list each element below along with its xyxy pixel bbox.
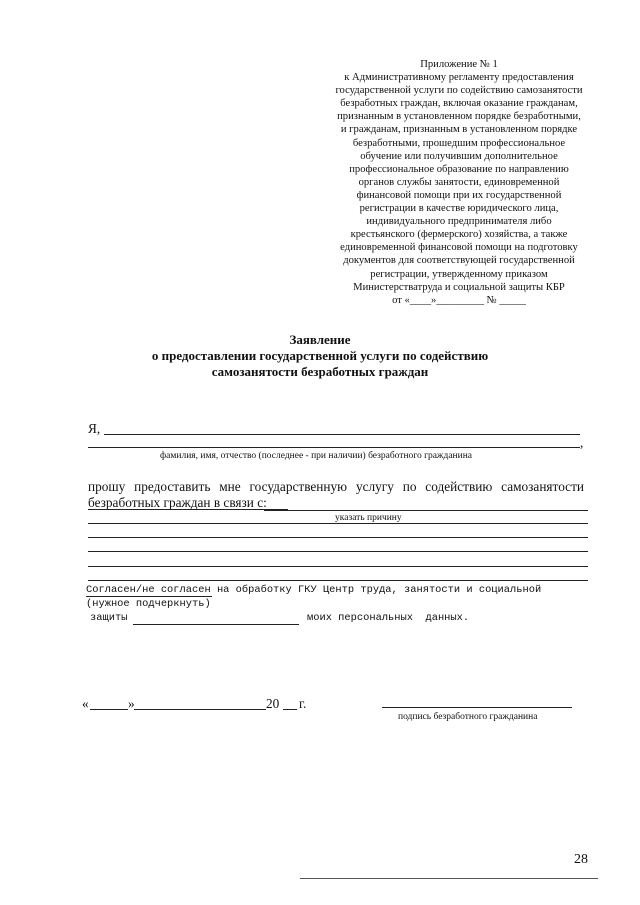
request-line-2: безработных граждан в связи с:	[88, 495, 267, 510]
appendix-line: государственной услуги по содействию самозанятости	[335, 85, 583, 97]
appendix-line: и гражданам, признанным в установленном порядке	[340, 124, 578, 136]
reason-caption: указать причину	[335, 513, 402, 523]
page-bottom-rule	[300, 878, 598, 879]
date-day-line[interactable]	[90, 709, 128, 710]
title-heading: Заявление	[289, 332, 351, 347]
request-underline	[88, 509, 288, 510]
appendix-header	[318, 58, 600, 307]
consent-hint: (нужное подчеркнуть)	[86, 598, 211, 610]
protect-label: защиты	[90, 612, 128, 624]
appendix-line: Министерстватруда и социальной защиты КБР	[353, 281, 565, 293]
signature-line[interactable]	[382, 707, 572, 708]
consent-underline	[86, 596, 212, 597]
appendix-line: единовременной финансовой помощи на подготовку	[340, 242, 578, 254]
appendix-line: документов для соответствующей государственной	[343, 255, 575, 267]
request-line-1: прошу предоставить мне государственную услугу по содействию самозанятости	[88, 479, 584, 494]
appendix-line: регистрации, утвержденному приказом	[370, 268, 548, 280]
appendix-line: регистрации в качестве юридического лица,	[359, 203, 559, 215]
applicant-name-line-1[interactable]	[104, 434, 580, 435]
fio-caption: фамилия, имя, отчество (последнее - при наличии) безработного гражданина	[160, 451, 473, 461]
date-year-suffix: г.	[299, 696, 307, 711]
ya-label: Я,	[88, 421, 101, 436]
reason-line-3[interactable]	[88, 537, 588, 538]
reason-line-6[interactable]	[88, 580, 588, 581]
date-month-line[interactable]	[134, 709, 266, 710]
appendix-line: крестьянского (фермерского) хозяйства, а также	[350, 229, 568, 241]
appendix-line: профессиональное образование по направлению	[349, 163, 569, 175]
consent-line-1: Согласен/не согласен на обработку ГКУ Центр труда, занятости и социальной	[86, 584, 542, 596]
appendix-line: обучение или получившим дополнительное	[360, 150, 558, 162]
document-title	[100, 332, 540, 380]
reason-line-4[interactable]	[88, 551, 588, 552]
reason-line-2[interactable]	[88, 523, 588, 524]
title-line-3: самозанятости безработных граждан	[211, 364, 429, 379]
appendix-order-date-number: от «____»_________ № _____	[392, 294, 526, 306]
date-close-quote: »	[128, 696, 135, 711]
appendix-line: финансовой помощи при их государственной	[356, 189, 562, 201]
protect-suffix: моих персональных данных.	[307, 612, 470, 624]
appendix-line: безработными, прошедшим профессиональное	[352, 137, 566, 149]
name-comma: ,	[580, 435, 584, 450]
appendix-line: Приложение № 1	[420, 59, 498, 70]
date-year-prefix: 20	[266, 696, 280, 711]
reason-line-5[interactable]	[88, 566, 588, 567]
date-open-quote: «	[82, 696, 89, 711]
reason-line-1[interactable]	[264, 510, 588, 511]
appendix-line: признанным в установленном порядке безработными,	[337, 111, 581, 123]
protect-blank-line[interactable]	[133, 624, 299, 625]
appendix-line: безработных граждан, включая оказание гражданам,	[340, 98, 578, 110]
title-line-2: о предоставлении государственной услуги по содействию	[151, 348, 489, 363]
appendix-line: органов службы занятости, единовременной	[358, 176, 560, 188]
appendix-line: к Административному регламенту предоставления	[344, 72, 574, 84]
page-number: 28	[574, 852, 588, 867]
date-year-line[interactable]	[283, 709, 297, 710]
signature-caption: подпись безработного гражданина	[398, 712, 538, 722]
appendix-line: индивидуального предпринимателя либо	[366, 216, 552, 228]
applicant-name-line-2[interactable]	[88, 447, 580, 448]
